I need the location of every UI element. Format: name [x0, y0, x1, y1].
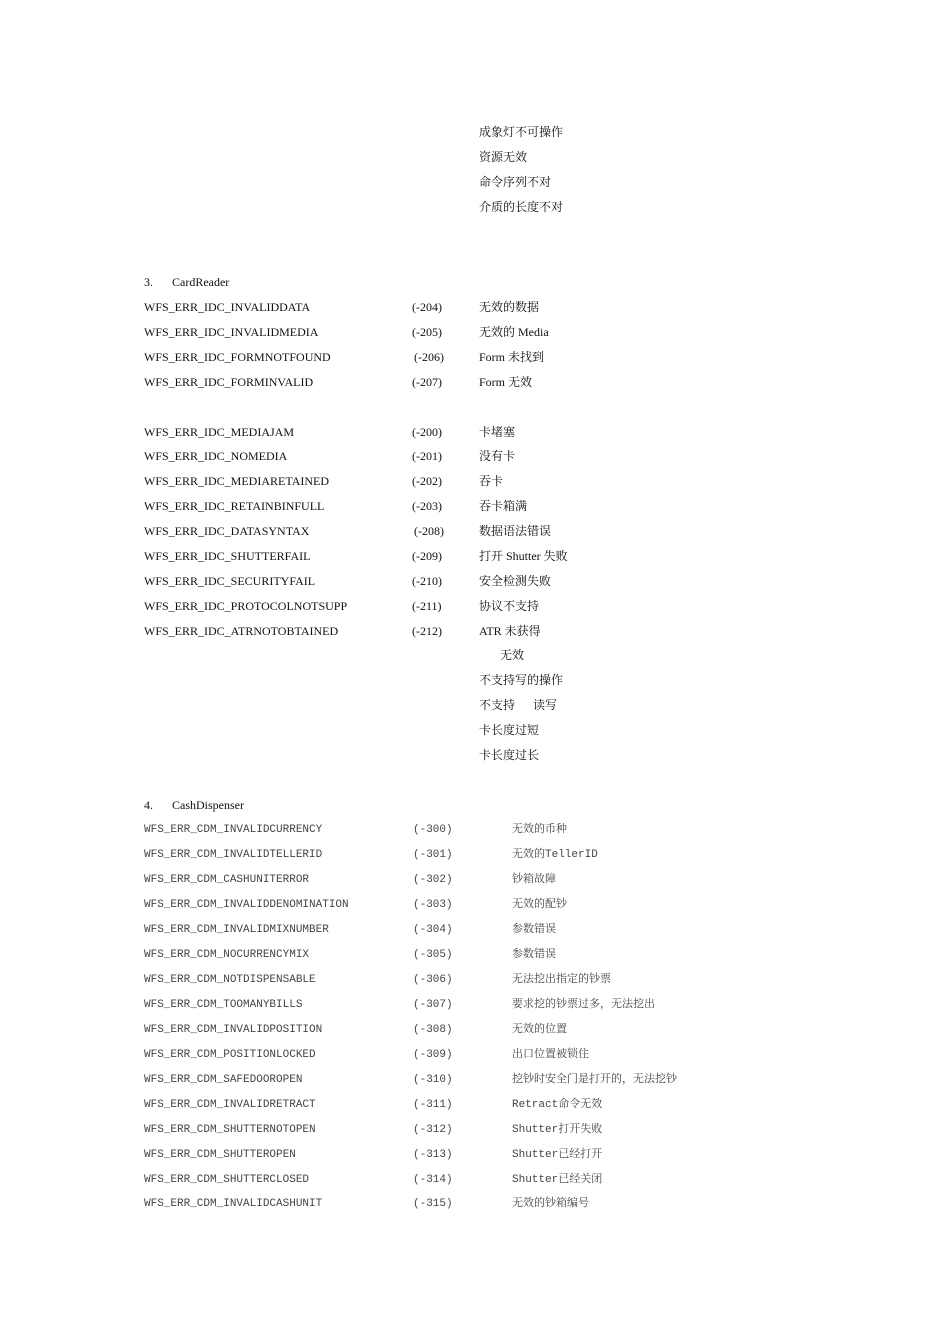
- error-description: 无效的位置: [512, 1024, 567, 1036]
- error-row: [0, 1197, 950, 1211]
- error-name: WFS_ERR_CDM_TOOMANYBILLS: [144, 999, 303, 1011]
- error-code: (-302): [413, 874, 453, 886]
- error-row: [0, 524, 950, 538]
- error-name: WFS_ERR_CDM_INVALIDTELLERID: [144, 849, 323, 861]
- error-description: Shutter已经关闭: [512, 1174, 603, 1186]
- error-code: (-208): [414, 524, 444, 538]
- error-code: (-309): [413, 1049, 453, 1061]
- error-row: [0, 1098, 950, 1112]
- error-description: 无效的配钞: [512, 899, 567, 911]
- error-name: WFS_ERR_IDC_MEDIAJAM: [144, 425, 295, 439]
- error-description: 参数错误: [512, 949, 556, 961]
- error-code: (-307): [413, 999, 453, 1011]
- error-row: [0, 449, 950, 463]
- error-description: ATR 未获得: [479, 624, 541, 638]
- error-description: 出口位置被锁住: [512, 1049, 589, 1061]
- error-name: WFS_ERR_CDM_SHUTTERNOTOPEN: [144, 1124, 316, 1136]
- error-row: [0, 375, 950, 389]
- error-code: (-306): [413, 974, 453, 986]
- error-description: Shutter已经打开: [512, 1149, 603, 1161]
- error-description: 挖钞时安全门是打开的，无法挖钞: [512, 1074, 677, 1086]
- error-description: 无效的TellerID: [512, 849, 598, 861]
- intro-line: 成象灯不可操作: [479, 125, 564, 139]
- extra-description: 卡长度过短: [479, 723, 540, 737]
- intro-line: 介质的长度不对: [479, 200, 564, 214]
- error-code: (-308): [413, 1024, 453, 1036]
- error-name: WFS_ERR_IDC_INVALIDMEDIA: [144, 325, 319, 339]
- error-name: WFS_ERR_CDM_NOCURRENCYMIX: [144, 949, 310, 961]
- error-row: [0, 350, 950, 364]
- error-code: (-209): [412, 549, 442, 563]
- error-name: WFS_ERR_CDM_SHUTTEROPEN: [144, 1149, 296, 1161]
- error-code: (-204): [412, 300, 442, 314]
- error-name: WFS_ERR_CDM_INVALIDPOSITION: [144, 1024, 323, 1036]
- extra-description: 不支持 读写: [479, 698, 558, 712]
- error-description: 没有卡: [479, 449, 516, 463]
- extra-description: 卡长度过长: [479, 748, 540, 762]
- intro-line: 资源无效: [479, 150, 528, 164]
- error-row: [0, 948, 950, 962]
- error-name: WFS_ERR_IDC_INVALIDDATA: [144, 300, 311, 314]
- section-title: CashDispenser: [172, 798, 244, 812]
- error-row: [0, 873, 950, 887]
- error-description: Form 无效: [479, 375, 533, 389]
- error-name: WFS_ERR_IDC_SECURITYFAIL: [144, 574, 316, 588]
- error-code: (-313): [413, 1149, 453, 1161]
- error-row: [0, 1023, 950, 1037]
- error-name: WFS_ERR_CDM_INVALIDMIXNUMBER: [144, 924, 329, 936]
- error-description: 无效的币种: [512, 824, 567, 836]
- error-code: (-314): [413, 1174, 453, 1186]
- section-number: 3.: [144, 275, 153, 289]
- error-row: [0, 574, 950, 588]
- error-row: [0, 1173, 950, 1187]
- error-code: (-301): [413, 849, 453, 861]
- error-code: (-200): [412, 425, 442, 439]
- error-description: Retract命令无效: [512, 1099, 603, 1111]
- error-row: [0, 474, 950, 488]
- error-row: [0, 1123, 950, 1137]
- error-description: 无法挖出指定的钞票: [512, 974, 611, 986]
- section-title: CardReader: [172, 275, 230, 289]
- error-code: (-207): [412, 375, 442, 389]
- error-name: WFS_ERR_IDC_RETAINBINFULL: [144, 499, 325, 513]
- error-row: [0, 973, 950, 987]
- error-code: (-303): [413, 899, 453, 911]
- error-name: WFS_ERR_CDM_POSITIONLOCKED: [144, 1049, 316, 1061]
- error-name: WFS_ERR_IDC_FORMNOTFOUND: [144, 350, 331, 364]
- error-row: [0, 848, 950, 862]
- error-name: WFS_ERR_IDC_NOMEDIA: [144, 449, 288, 463]
- error-code: (-305): [413, 949, 453, 961]
- error-name: WFS_ERR_IDC_PROTOCOLNOTSUPP: [144, 599, 348, 613]
- error-name: WFS_ERR_IDC_MEDIARETAINED: [144, 474, 330, 488]
- error-row: [0, 1048, 950, 1062]
- error-code: (-304): [413, 924, 453, 936]
- error-name: WFS_ERR_CDM_INVALIDRETRACT: [144, 1099, 316, 1111]
- error-code: (-310): [413, 1074, 453, 1086]
- error-description: 无效的钞箱编号: [512, 1198, 589, 1210]
- error-name: WFS_ERR_CDM_SHUTTERCLOSED: [144, 1174, 310, 1186]
- error-description: 无效的 Media: [479, 325, 549, 339]
- error-description: Form 未找到: [479, 350, 545, 364]
- section-number: 4.: [144, 798, 153, 812]
- error-name: WFS_ERR_CDM_INVALIDCURRENCY: [144, 824, 323, 836]
- error-row: [0, 425, 950, 439]
- error-code: (-312): [413, 1124, 453, 1136]
- error-row: [0, 923, 950, 937]
- error-code: (-300): [413, 824, 453, 836]
- error-code: (-201): [412, 449, 442, 463]
- error-row: [0, 823, 950, 837]
- error-name: WFS_ERR_CDM_NOTDISPENSABLE: [144, 974, 316, 986]
- error-code: (-202): [412, 474, 442, 488]
- error-name: WFS_ERR_IDC_ATRNOTOBTAINED: [144, 624, 339, 638]
- error-name: WFS_ERR_IDC_FORMINVALID: [144, 375, 314, 389]
- error-description: 打开 Shutter 失败: [479, 549, 568, 563]
- error-description: Shutter打开失败: [512, 1124, 603, 1136]
- error-row: [0, 1073, 950, 1087]
- error-code: (-315): [413, 1198, 453, 1210]
- error-row: [0, 549, 950, 563]
- error-code: (-211): [412, 599, 442, 613]
- error-code: (-212): [412, 624, 442, 638]
- error-name: WFS_ERR_IDC_DATASYNTAX: [144, 524, 310, 538]
- error-description: 钞箱故障: [512, 874, 556, 886]
- error-name: WFS_ERR_CDM_SAFEDOOROPEN: [144, 1074, 303, 1086]
- error-description: 数据语法错误: [479, 524, 552, 538]
- error-code: (-203): [412, 499, 442, 513]
- extra-description: 不支持写的操作: [479, 673, 564, 687]
- error-code: (-311): [413, 1099, 453, 1111]
- extra-description: 无效: [500, 648, 525, 662]
- error-code: (-205): [412, 325, 442, 339]
- error-name: WFS_ERR_IDC_SHUTTERFAIL: [144, 549, 311, 563]
- error-description: 安全检测失败: [479, 574, 552, 588]
- error-row: [0, 1148, 950, 1162]
- error-row: [0, 624, 950, 638]
- error-row: [0, 599, 950, 613]
- error-row: [0, 325, 950, 339]
- error-description: 吞卡: [479, 474, 504, 488]
- error-row: [0, 499, 950, 513]
- error-description: 要求挖的钞票过多，无法挖出: [512, 999, 655, 1011]
- error-description: 卡堵塞: [479, 425, 516, 439]
- error-description: 吞卡箱满: [479, 499, 528, 513]
- error-row: [0, 998, 950, 1012]
- error-name: WFS_ERR_CDM_INVALIDDENOMINATION: [144, 899, 349, 911]
- error-name: WFS_ERR_CDM_CASHUNITERROR: [144, 874, 310, 886]
- error-description: 无效的数据: [479, 300, 540, 314]
- error-code: (-210): [412, 574, 442, 588]
- error-name: WFS_ERR_CDM_INVALIDCASHUNIT: [144, 1198, 323, 1210]
- error-description: 协议不支持: [479, 599, 540, 613]
- error-description: 参数错误: [512, 924, 556, 936]
- error-row: [0, 898, 950, 912]
- intro-line: 命令序列不对: [479, 175, 552, 189]
- error-row: [0, 300, 950, 314]
- error-code: (-206): [414, 350, 444, 364]
